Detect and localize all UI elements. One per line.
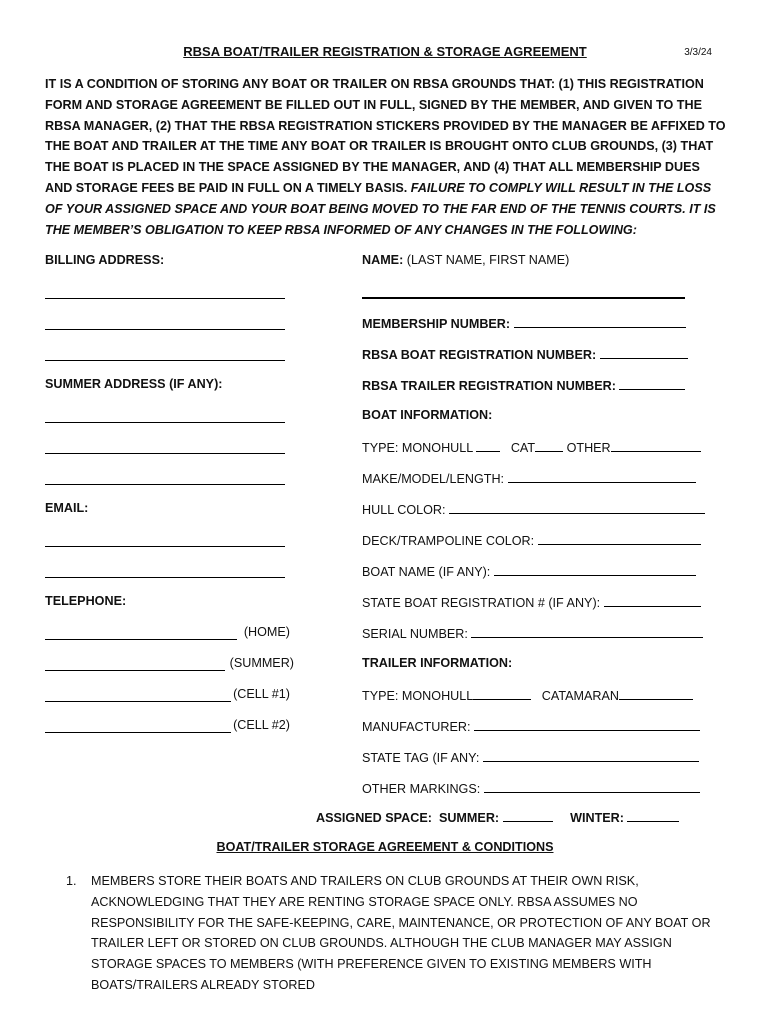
boat-name-label: BOAT NAME (IF ANY):	[362, 565, 491, 579]
summer-address-line-2[interactable]	[45, 453, 285, 454]
email-line-1[interactable]	[45, 546, 285, 547]
trailer-reg-number-row	[362, 377, 685, 393]
trailer-reg-number-label: RBSA TRAILER REGISTRATION NUMBER:	[362, 379, 616, 393]
cat-field[interactable]	[535, 439, 563, 452]
boat-type-label: TYPE: MONOHULL	[362, 441, 473, 455]
other-markings-row	[362, 780, 700, 796]
trailer-reg-number-field[interactable]	[619, 377, 685, 390]
catamaran-label: CATAMARAN	[541, 689, 619, 703]
assigned-winter-field[interactable]	[627, 809, 679, 822]
conditions-list-item	[66, 871, 731, 996]
monohull-field[interactable]	[476, 439, 500, 452]
state-reg-label: STATE BOAT REGISTRATION # (IF ANY):	[362, 596, 601, 610]
assigned-space-row	[316, 809, 679, 825]
boat-name-row	[362, 563, 696, 579]
boat-name-field[interactable]	[494, 563, 696, 576]
other-markings-field[interactable]	[484, 780, 700, 793]
state-tag-label: STATE TAG (IF ANY:	[362, 751, 480, 765]
other-field[interactable]	[611, 439, 701, 452]
phone-home-label: (HOME)	[243, 625, 290, 639]
name-hint: (LAST NAME, FIRST NAME)	[406, 253, 570, 267]
summer-address-line-3[interactable]	[45, 484, 285, 485]
deck-color-field[interactable]	[538, 532, 701, 545]
state-reg-row	[362, 594, 701, 610]
list-item-number: 1.	[66, 874, 77, 888]
boat-reg-number-label: RBSA BOAT REGISTRATION NUMBER:	[362, 348, 597, 362]
summer-address-label: SUMMER ADDRESS (IF ANY):	[45, 377, 223, 391]
assigned-summer-field[interactable]	[503, 809, 553, 822]
phone-home-line[interactable]	[45, 639, 237, 640]
state-tag-row	[362, 749, 699, 765]
name-label-row	[362, 253, 569, 267]
serial-number-label: SERIAL NUMBER:	[362, 627, 468, 641]
intro-paragraph	[45, 74, 730, 240]
hull-color-field[interactable]	[449, 501, 705, 514]
phone-cell1-label: (CELL #1)	[233, 687, 290, 701]
manufacturer-field[interactable]	[474, 718, 700, 731]
boat-info-heading: BOAT INFORMATION:	[362, 408, 493, 422]
trailer-type-label: TYPE: MONOHULL	[362, 689, 474, 703]
billing-address-line-1[interactable]	[45, 298, 285, 299]
serial-number-row	[362, 625, 703, 641]
list-item-text: MEMBERS STORE THEIR BOATS AND TRAILERS ON CLUB GROUNDS AT THEIR OWN RISK, ACKNOWLEDGING THAT THEY ARE RENTING STORAGE SPACE ONLY. RBSA ASSUMES NO RESPONSIBILITY FOR THE SAFE-KEEPING, CARE, MAINTENANCE, OR PROTECTION OF ANY BOAT OR TRAILER LEFT OR STORED ON CLUB GROUNDS. ALTHOUGH THE CLUB MANAGER MAY ASSIGN STORAGE SPACES TO MEMBERS (WITH PREFERENCE GIVEN TO EXISTING MEMBERS WITH BOATS/TRAILERS ALREADY STORED	[91, 874, 711, 992]
intro-text: IT IS A CONDITION OF STORING ANY BOAT OR TRAILER ON RBSA GROUNDS THAT: (1) THIS REGISTRATION FORM AND STORAGE AGREEMENT BE FILLED OUT IN FULL, SIGNED BY THE MEMBER, AND GIVEN TO THE RBSA MANAGER, (2) THAT THE RBSA REGISTRATION STICKERS PROVIDED BY THE MANAGER BE AFFIXED TO THE BOAT AND TRAILER AT THE TIME ANY BOAT OR TRAILER IS BROUGHT ONTO CLUB GROUNDS, (3) THAT THE BOAT IS PLACED IN THE SPACE ASSIGNED BY THE MANAGER, AND (4) THAT ALL MEMBERSHIP DUES AND STORAGE FEES BE PAID IN FULL ON A TIMELY BASIS.	[45, 77, 726, 195]
phone-cell2-line[interactable]	[45, 732, 231, 733]
assigned-space-label: ASSIGNED SPACE:	[316, 811, 432, 825]
billing-address-line-3[interactable]	[45, 360, 285, 361]
hull-color-row	[362, 501, 705, 517]
other-label: OTHER	[566, 441, 611, 455]
state-tag-field[interactable]	[483, 749, 699, 762]
billing-address-label: BILLING ADDRESS:	[45, 253, 165, 267]
email-line-2[interactable]	[45, 577, 285, 578]
billing-address-line-2[interactable]	[45, 329, 285, 330]
make-model-row	[362, 470, 696, 486]
phone-cell1-line[interactable]	[45, 701, 231, 702]
boat-reg-number-row	[362, 346, 688, 362]
telephone-label: TELEPHONE:	[45, 594, 127, 608]
boat-reg-number-field[interactable]	[600, 346, 688, 359]
boat-type-row	[362, 439, 701, 455]
form-title: RBSA BOAT/TRAILER REGISTRATION & STORAGE AGREEMENT	[183, 44, 587, 59]
trailer-info-heading: TRAILER INFORMATION:	[362, 656, 513, 670]
intro-warning-text: FAILURE TO COMPLY WILL RESULT IN THE LOSS OF YOUR ASSIGNED SPACE AND YOUR BOAT BEING MOVED TO THE FAR END OF THE TENNIS COURTS. IT IS THE MEMBER’S OBLIGATION TO KEEP RBSA INFORMED OF ANY CHANGES IN THE FOLLOWING:	[45, 180, 716, 237]
membership-number-row	[362, 315, 686, 331]
hull-color-label: HULL COLOR:	[362, 503, 446, 517]
make-model-label: MAKE/MODEL/LENGTH:	[362, 472, 505, 486]
email-label: EMAIL:	[45, 501, 89, 515]
serial-number-field[interactable]	[471, 625, 703, 638]
state-reg-field[interactable]	[604, 594, 701, 607]
name-line[interactable]	[362, 297, 685, 299]
form-date: 3/3/24	[684, 47, 712, 58]
phone-cell2-label: (CELL #2)	[233, 718, 290, 732]
make-model-field[interactable]	[508, 470, 696, 483]
catamaran-field[interactable]	[619, 687, 693, 700]
manufacturer-row	[362, 718, 700, 734]
summer-address-line-1[interactable]	[45, 422, 285, 423]
other-markings-label: OTHER MARKINGS:	[362, 782, 481, 796]
membership-number-field[interactable]	[514, 315, 686, 328]
deck-color-label: DECK/TRAMPOLINE COLOR:	[362, 534, 535, 548]
phone-summer-line[interactable]	[45, 670, 225, 671]
conditions-heading: BOAT/TRAILER STORAGE AGREEMENT & CONDITIONS	[216, 840, 554, 854]
assigned-winter-label: WINTER:	[570, 811, 624, 825]
trailer-monohull-field[interactable]	[473, 687, 531, 700]
assigned-summer-label: SUMMER:	[438, 811, 500, 825]
phone-summer-label: (SUMMER)	[229, 656, 294, 670]
deck-color-row	[362, 532, 701, 548]
trailer-type-row	[362, 687, 693, 703]
name-label: NAME:	[362, 253, 404, 267]
membership-number-label: MEMBERSHIP NUMBER:	[362, 317, 511, 331]
manufacturer-label: MANUFACTURER:	[362, 720, 471, 734]
cat-label: CAT	[510, 441, 536, 455]
